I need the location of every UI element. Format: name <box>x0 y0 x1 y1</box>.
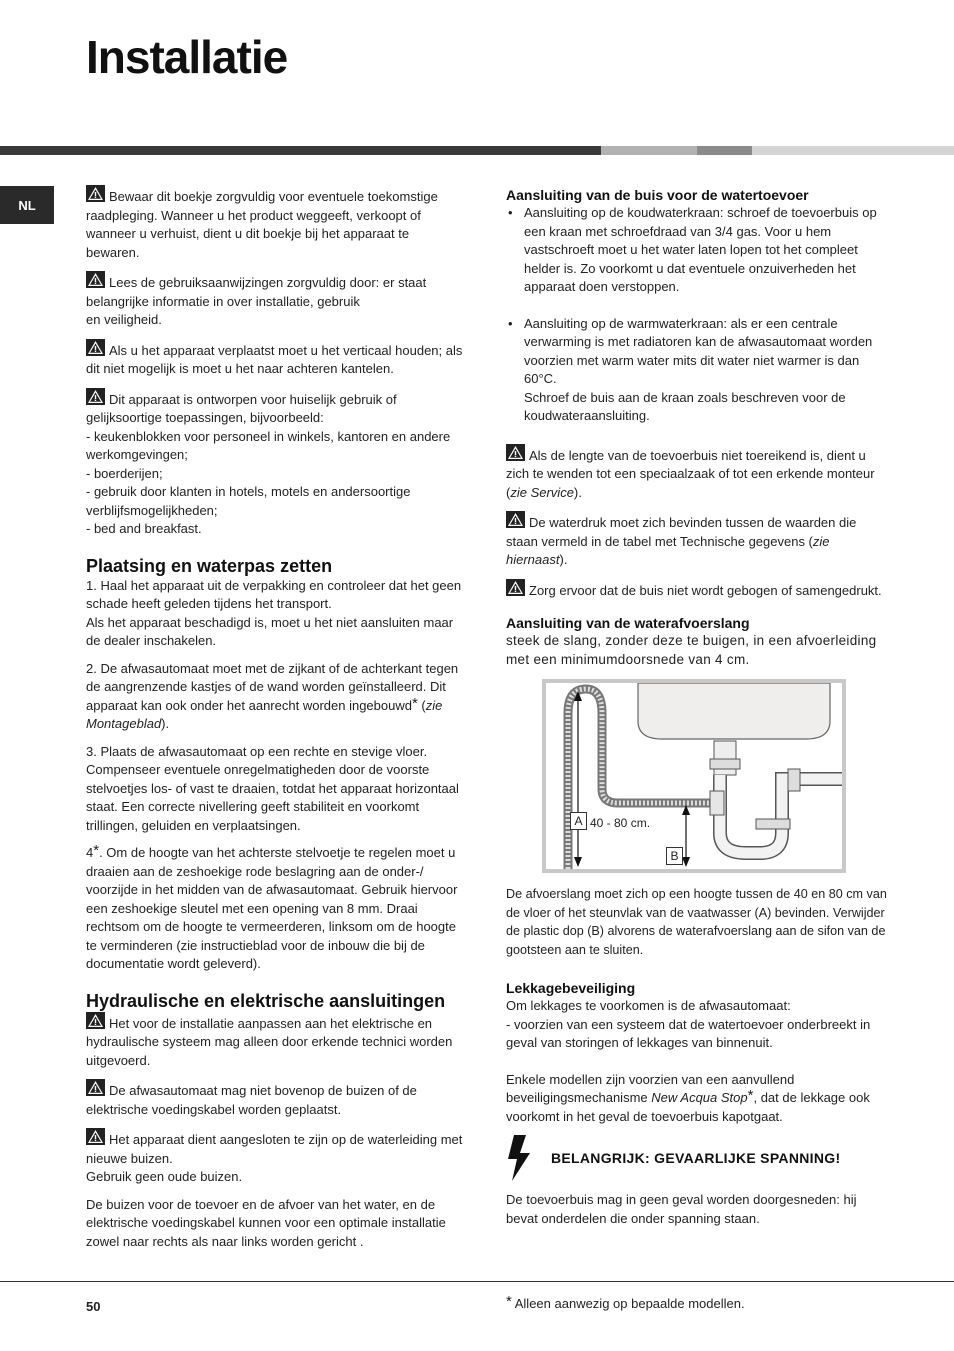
header-bar-dark <box>0 146 601 155</box>
figure-label-a: A <box>570 812 587 830</box>
leak-protection-text: Om lekkages te voorkomen is de afwasautomaat: - voorzien van een systeem dat de watertoevoer onderbreekt in geval van storingen of lekkages van binnenuit. <box>506 998 871 1050</box>
supply-list <box>506 204 890 426</box>
header-bar-light <box>752 146 954 155</box>
figure-label-b: B <box>666 847 683 865</box>
warning-keep-booklet: Bewaar dit boekje zorgvuldig voor eventuele toekomstige raadpleging. Wanneer u het product weggeeft, verkoopt of wanneer u verhuist, dient u dit boekje bij het apparaat te bewaren. <box>86 185 464 262</box>
warning-no-bending: Zorg ervoor dat de buis niet wordt gebogen of samengedrukt. <box>506 579 890 601</box>
warning-icon <box>86 1079 105 1096</box>
use-item: - boerderijen; <box>86 465 163 481</box>
warning-icon <box>506 579 525 596</box>
warning-water-pressure: De waterdruk moet zich bevinden tussen de waarden die staan vermeld in de tabel met Technische gegevens (zie hiernaast). <box>506 511 890 570</box>
drain-height-note: De afvoerslang moet zich op een hoogte tussen de 40 en 80 cm van de vloer of het steunvlak van de vaatwasser (A) bevinden. Verwijder de plastic dop (B) alvorens de waterafvoerslang aan de sifon van de gootsteen aan te sluiten. <box>506 887 887 957</box>
lightning-bolt-icon <box>506 1135 534 1181</box>
header-bar-grey <box>601 146 697 155</box>
use-item: - bed and breakfast. <box>86 521 202 536</box>
danger-label: BELANGRIJK: GEVAARLIJKE SPANNING! <box>551 1149 841 1166</box>
warning-technicians: Het voor de installatie aanpassen aan het elektrische en hydraulische systeem mag alleen door erkende technici worden uitgevoerd. <box>86 1012 464 1071</box>
asterisk: * <box>411 694 418 712</box>
warning-icon <box>506 444 525 461</box>
warning-icon <box>506 511 525 528</box>
supply-cold-water: • Aansluiting op de koudwaterkraan: schroef de toevoerbuis op een kraan met schroefdraad van 3/4 gas. Voor u hem vastschroeft moet u het water laten lopen tot het compleet helder is. Zo voorkomt u dat eventuele onzuiverheden het apparaat doen verstoppen. <box>506 204 890 297</box>
right-column <box>506 172 890 1237</box>
pipes-direction-text: De buizen voor de toevoer en de afvoer van het water, en de elektrische voedingskabel kunnen voor een optimale installatie zowel naar rechts als naar links worden gericht . <box>86 1196 446 1249</box>
heading-water-supply: Aansluiting van de buis voor de watertoevoer <box>506 187 809 203</box>
leak-extra-text: Enkele modellen zijn voorzien van een aanvullend beveiligingsmechanisme New Acqua Stop*, dat de lekkage ook voorkomt in het geval de toevoerbuis kapotgaat. <box>506 1071 870 1124</box>
left-column <box>86 185 464 1260</box>
use-item: - keukenblokken voor personeel in winkels, kantoren en andere werkomgevingen; <box>86 428 451 462</box>
warning-read-instructions: Lees de gebruiksaanwijzingen zorgvuldig door: er staat belangrijke informatie in over installatie, gebruik en veiligheid. <box>86 271 464 330</box>
warning-household-use: Dit apparaat is ontworpen voor huiselijk gebruik of gelijksoortige toepassingen, bijvoorbeeld: - keukenblokken voor personeel in winkels, kantoren en andere werkomgevingen; - boerderijen; - gebruik door klanten in hotels, motels en andersoortige verblijfsmogelijkheden; - bed and breakfast. <box>86 388 464 539</box>
use-item: - gebruik door klanten in hotels, motels en andersoortige verblijfsmogelijkheden; <box>86 484 411 518</box>
warning-icon <box>86 185 105 202</box>
warning-icon <box>86 1128 105 1145</box>
warning-icon <box>86 388 105 405</box>
danger-voltage-notice <box>506 1135 890 1181</box>
placement-step-4: 4*. Om de hoogte van het achterste stelvoetje te regelen moet u draaien aan de zeshoekige rode beslagring aan de onder-/ voorzijde in het midden van de afwasautomaat. Gebruik hiervoor een zeshoekige sleutel met een opening van 8 mm. Draai rechtsom om de hoogte te vermeerderen, linksom om de hoogte te verminderen (zie instructieblad voor de inbouw die bij de documentatie wordt geleverd). <box>86 842 458 971</box>
supply-hot-water: • Aansluiting op de warmwaterkraan: als er een centrale verwarming is met radiatoren kan de afwasautomaat worden voorzien met warm water mits dit water niet warmer is dan 60°C. Schroef de buis aan de kraan zoals beschreven voor de koudwateraansluiting. <box>506 315 890 426</box>
danger-text: De toevoerbuis mag in geen geval worden doorgesneden: hij bevat onderdelen die onder spanning staan. <box>506 1192 857 1226</box>
warning-icon <box>86 271 105 288</box>
asterisk: * <box>93 842 100 859</box>
section-heading-placement: Plaatsing en waterpas zetten <box>86 555 333 576</box>
placement-step-3: 3. Plaats de afwasautomaat op een rechte en stevige vloer. Compenseer eventuele onregelmatigheden door de voorste stelvoetjes los- of vast te draaien, totdat het apparaat horizontaal staat. Een correcte nivellering geeft stabiliteit en voorkomt trillingen, geluiden en verplaatsingen. <box>86 743 459 833</box>
language-tab: NL <box>0 186 54 224</box>
section-heading-connections: Hydraulische en elektrische aansluitingen <box>86 990 446 1011</box>
footnote: * Alleen aanwezig op bepaalde modellen. <box>506 1293 745 1311</box>
warning-icon <box>86 339 105 356</box>
page-number: 50 <box>86 1299 101 1314</box>
warning-hose-length: Als de lengte van de toevoerbuis niet toereikend is, dient u zich te wenden tot een speciaalzaak of tot een erkende monteur (zie Service). <box>506 444 890 503</box>
warning-new-pipes: Het apparaat dient aangesloten te zijn op de waterleiding met nieuwe buizen. Gebruik geen oude buizen. <box>86 1128 464 1187</box>
footer-divider <box>0 1281 954 1282</box>
header-bar-mid <box>697 146 752 155</box>
drain-text: steek de slang, zonder deze te buigen, in een afvoerleiding met een minimumdoorsnede van 4 cm. <box>506 633 877 667</box>
warning-move-vertical: Als u het apparaat verplaatst moet u het verticaal houden; als dit niet mogelijk is moet u het naar achteren kantelen. <box>86 339 464 379</box>
warning-cables: De afwasautomaat mag niet bovenop de buizen of de elektrische voedingskabel worden geplaatst. <box>86 1079 464 1119</box>
drain-hose-drawing <box>546 683 842 869</box>
placement-step-1: 1. Haal het apparaat uit de verpakking en controleer dat het geen schade heeft geleden tijdens het transport. Als het apparaat beschadigd is, moet u het niet aansluiten maar de dealer inschakelen. <box>86 577 462 648</box>
drain-hose-illustration <box>542 679 846 873</box>
figure-range-label: 40 - 80 cm. <box>590 816 651 830</box>
warning-icon <box>86 1012 105 1029</box>
placement-step-2: 2. De afwasautomaat moet met de zijkant of de achterkant tegen de aangrenzende kastjes of de wand worden geïnstalleerd. Dit apparaat kan ook onder het aanrecht worden ingebouwd* (zie Montageblad). <box>86 660 459 731</box>
asterisk: * <box>506 1293 512 1310</box>
heading-leak-protection: Lekkagebeveiliging <box>506 980 636 996</box>
asterisk: * <box>747 1087 754 1104</box>
heading-drain-hose: Aansluiting van de waterafvoerslang <box>506 615 750 631</box>
page-title: Installatie <box>86 31 288 83</box>
